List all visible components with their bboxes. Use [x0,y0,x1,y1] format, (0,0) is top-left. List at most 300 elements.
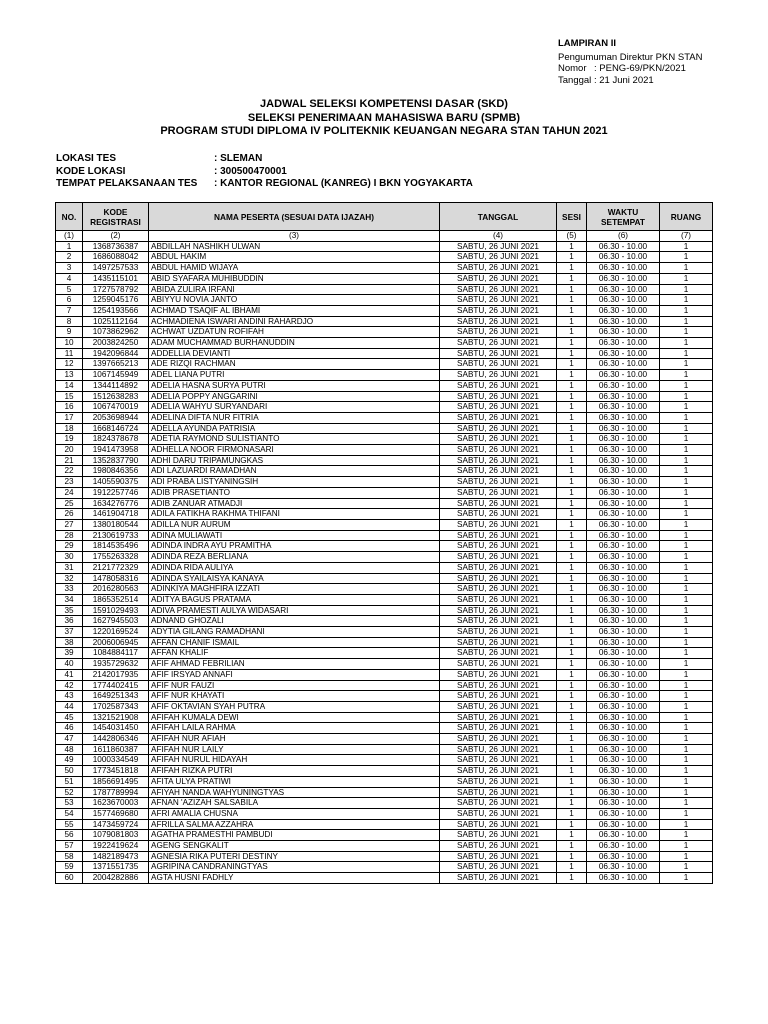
cell-session: 1 [557,241,587,252]
cell-participant-name: AFIF AHMAD FEBRILIAN [149,659,440,670]
cell-session: 1 [557,338,587,349]
cell-registration-code: 1371551735 [83,862,149,873]
cell-date: SABTU, 26 JUNI 2021 [440,776,557,787]
cell-session: 1 [557,359,587,370]
cell-date: SABTU, 26 JUNI 2021 [440,477,557,488]
cell-registration-code: 1442806346 [83,734,149,745]
cell-session: 1 [557,841,587,852]
cell-participant-name: ADILLA NUR AURUM [149,519,440,530]
cell-session: 1 [557,498,587,509]
cell-participant-name: ADI PRABA LISTYANINGSIH [149,477,440,488]
cell-no: 43 [56,691,83,702]
cell-room: 1 [660,434,713,445]
cell-date: SABTU, 26 JUNI 2021 [440,316,557,327]
table-row [56,734,713,745]
location-code-row [56,166,473,179]
cell-local-time: 06.30 - 10.00 [587,734,660,745]
table-row [56,305,713,316]
cell-participant-name: AFIYAH NANDA WAHYUNINGTYAS [149,787,440,798]
cell-participant-name: AFRILLA SALMA AZZAHRA [149,819,440,830]
cell-no: 50 [56,766,83,777]
cell-no: 14 [56,380,83,391]
cell-room: 1 [660,466,713,477]
cell-date: SABTU, 26 JUNI 2021 [440,701,557,712]
cell-room: 1 [660,819,713,830]
cell-participant-name: AFFAN CHANIF ISMAIL [149,637,440,648]
cell-date: SABTU, 26 JUNI 2021 [440,648,557,659]
cell-room: 1 [660,562,713,573]
cell-room: 1 [660,295,713,306]
cell-date: SABTU, 26 JUNI 2021 [440,402,557,413]
cell-local-time: 06.30 - 10.00 [587,519,660,530]
table-row [56,359,713,370]
cell-registration-code: 1865352514 [83,594,149,605]
cell-date: SABTU, 26 JUNI 2021 [440,391,557,402]
cell-registration-code: 1912257746 [83,487,149,498]
table-row [56,562,713,573]
table-row [56,680,713,691]
cell-room: 1 [660,391,713,402]
column-number: (1) [56,231,83,242]
cell-local-time: 06.30 - 10.00 [587,776,660,787]
cell-room: 1 [660,734,713,745]
cell-registration-code: 1649251343 [83,691,149,702]
cell-registration-code: 1079081803 [83,830,149,841]
cell-session: 1 [557,445,587,456]
cell-date: SABTU, 26 JUNI 2021 [440,669,557,680]
table-row [56,841,713,852]
cell-no: 2 [56,252,83,263]
cell-room: 1 [660,594,713,605]
cell-room: 1 [660,348,713,359]
table-row [56,808,713,819]
cell-room: 1 [660,680,713,691]
title-line-2: SELEKSI PENERIMAAN MAHASISWA BARU (SPMB) [247,111,521,124]
cell-local-time: 06.30 - 10.00 [587,701,660,712]
cell-room: 1 [660,841,713,852]
cell-room: 1 [660,380,713,391]
cell-local-time: 06.30 - 10.00 [587,637,660,648]
cell-local-time: 06.30 - 10.00 [587,819,660,830]
cell-registration-code: 1025112164 [83,316,149,327]
cell-session: 1 [557,348,587,359]
cell-date: SABTU, 26 JUNI 2021 [440,723,557,734]
cell-no: 30 [56,552,83,563]
cell-registration-code: 1254193566 [83,305,149,316]
cell-session: 1 [557,616,587,627]
table-row [56,316,713,327]
cell-date: SABTU, 26 JUNI 2021 [440,841,557,852]
location-label: LOKASI TES [56,153,117,164]
cell-date: SABTU, 26 JUNI 2021 [440,755,557,766]
cell-no: 33 [56,584,83,595]
cell-local-time: 06.30 - 10.00 [587,295,660,306]
cell-registration-code: 1727578792 [83,284,149,295]
cell-no: 34 [56,594,83,605]
cell-date: SABTU, 26 JUNI 2021 [440,744,557,755]
cell-date: SABTU, 26 JUNI 2021 [440,509,557,520]
cell-no: 39 [56,648,83,659]
cell-date: SABTU, 26 JUNI 2021 [440,348,557,359]
cell-participant-name: AFIFAH NUR LAILY [149,744,440,755]
cell-session: 1 [557,509,587,520]
cell-no: 10 [56,338,83,349]
cell-registration-code: 1352837790 [83,455,149,466]
cell-participant-name: ADINDA REZA BERLIANA [149,552,440,563]
table-row [56,273,713,284]
cell-registration-code: 1368736387 [83,241,149,252]
column-number: (6) [587,231,660,242]
cell-local-time: 06.30 - 10.00 [587,744,660,755]
cell-no: 18 [56,423,83,434]
cell-local-time: 06.30 - 10.00 [587,841,660,852]
cell-local-time: 06.30 - 10.00 [587,402,660,413]
cell-local-time: 06.30 - 10.00 [587,434,660,445]
cell-room: 1 [660,605,713,616]
cell-registration-code: 1824378678 [83,434,149,445]
cell-room: 1 [660,830,713,841]
cell-no: 58 [56,851,83,862]
cell-participant-name: ABDILLAH NASHIKH ULWAN [149,241,440,252]
cell-local-time: 06.30 - 10.00 [587,873,660,884]
cell-session: 1 [557,573,587,584]
cell-session: 1 [557,412,587,423]
cell-no: 6 [56,295,83,306]
cell-no: 26 [56,509,83,520]
table-row [56,627,713,638]
cell-local-time: 06.30 - 10.00 [587,316,660,327]
cell-session: 1 [557,434,587,445]
cell-registration-code: 1787789994 [83,787,149,798]
cell-date: SABTU, 26 JUNI 2021 [440,263,557,274]
cell-local-time: 06.30 - 10.00 [587,723,660,734]
cell-registration-code: 1473459724 [83,819,149,830]
cell-participant-name: ADITYA BAGUS PRATAMA [149,594,440,605]
cell-registration-code: 1000334549 [83,755,149,766]
cell-room: 1 [660,766,713,777]
cell-room: 1 [660,284,713,295]
cell-room: 1 [660,744,713,755]
cell-date: SABTU, 26 JUNI 2021 [440,851,557,862]
cell-local-time: 06.30 - 10.00 [587,851,660,862]
cell-no: 36 [56,616,83,627]
cell-participant-name: ADYTIA GILANG RAMADHANI [149,627,440,638]
cell-date: SABTU, 26 JUNI 2021 [440,830,557,841]
cell-participant-name: ADINDA SYAILAISYA KANAYA [149,573,440,584]
cell-no: 35 [56,605,83,616]
table-row [56,241,713,252]
cell-session: 1 [557,263,587,274]
cell-participant-name: AFIFAH NUR AFIAH [149,734,440,745]
cell-local-time: 06.30 - 10.00 [587,648,660,659]
cell-registration-code: 1634276776 [83,498,149,509]
cell-local-time: 06.30 - 10.00 [587,455,660,466]
cell-no: 37 [56,627,83,638]
cell-session: 1 [557,423,587,434]
cell-session: 1 [557,273,587,284]
cell-local-time: 06.30 - 10.00 [587,498,660,509]
cell-date: SABTU, 26 JUNI 2021 [440,530,557,541]
cell-local-time: 06.30 - 10.00 [587,487,660,498]
cell-date: SABTU, 26 JUNI 2021 [440,605,557,616]
cell-participant-name: ADE RIZQI RACHMAN [149,359,440,370]
table-row [56,669,713,680]
column-number: (3) [149,231,440,242]
cell-session: 1 [557,776,587,787]
cell-local-time: 06.30 - 10.00 [587,445,660,456]
cell-date: SABTU, 26 JUNI 2021 [440,616,557,627]
cell-no: 51 [56,776,83,787]
cell-no: 22 [56,466,83,477]
table-row [56,712,713,723]
table-row [56,380,713,391]
cell-participant-name: ADHELLA NOOR FIRMONASARI [149,445,440,456]
cell-registration-code: 2003824250 [83,338,149,349]
cell-local-time: 06.30 - 10.00 [587,412,660,423]
cell-session: 1 [557,659,587,670]
column-number: (7) [660,231,713,242]
title-line-1: JADWAL SELEKSI KOMPETENSI DASAR (SKD) [260,98,508,110]
cell-session: 1 [557,605,587,616]
column-number: (2) [83,231,149,242]
cell-participant-name: ABIDA ZULIRA IRFANI [149,284,440,295]
cell-session: 1 [557,402,587,413]
cell-no: 54 [56,808,83,819]
table-row [56,348,713,359]
cell-room: 1 [660,252,713,263]
cell-local-time: 06.30 - 10.00 [587,263,660,274]
cell-no: 11 [56,348,83,359]
table-row [56,594,713,605]
number-label: Nomor [558,63,587,75]
cell-local-time: 06.30 - 10.00 [587,466,660,477]
cell-room: 1 [660,755,713,766]
cell-registration-code: 1941473958 [83,445,149,456]
cell-participant-name: ADAM MUCHAMMAD BURHANUDDIN [149,338,440,349]
cell-no: 46 [56,723,83,734]
header-local-time: WAKTU SETEMPAT [587,203,660,231]
cell-session: 1 [557,648,587,659]
cell-session: 1 [557,530,587,541]
cell-registration-code: 2004282886 [83,873,149,884]
cell-session: 1 [557,455,587,466]
cell-local-time: 06.30 - 10.00 [587,680,660,691]
cell-participant-name: ADELIA WAHYU SURYANDARI [149,402,440,413]
cell-local-time: 06.30 - 10.00 [587,338,660,349]
cell-no: 28 [56,530,83,541]
cell-session: 1 [557,819,587,830]
cell-participant-name: ADELIA POPPY ANGGARINI [149,391,440,402]
cell-room: 1 [660,584,713,595]
cell-local-time: 06.30 - 10.00 [587,584,660,595]
cell-participant-name: ACHWAT UZDATUN ROFIFAH [149,327,440,338]
cell-session: 1 [557,787,587,798]
cell-date: SABTU, 26 JUNI 2021 [440,338,557,349]
cell-local-time: 06.30 - 10.00 [587,380,660,391]
cell-registration-code: 1623670003 [83,798,149,809]
cell-local-time: 06.30 - 10.00 [587,669,660,680]
cell-local-time: 06.30 - 10.00 [587,284,660,295]
cell-date: SABTU, 26 JUNI 2021 [440,519,557,530]
cell-session: 1 [557,712,587,723]
cell-no: 38 [56,637,83,648]
number-value: : PENG-69/PKN/2021 [594,63,686,75]
cell-participant-name: ABDUL HAMID WIJAYA [149,263,440,274]
cell-registration-code: 1454031450 [83,723,149,734]
cell-date: SABTU, 26 JUNI 2021 [440,562,557,573]
cell-participant-name: AGRIPINA CANDRANINGTYAS [149,862,440,873]
cell-registration-code: 2053698944 [83,412,149,423]
cell-session: 1 [557,284,587,295]
cell-date: SABTU, 26 JUNI 2021 [440,359,557,370]
cell-date: SABTU, 26 JUNI 2021 [440,819,557,830]
cell-registration-code: 1980846356 [83,466,149,477]
cell-room: 1 [660,241,713,252]
cell-no: 4 [56,273,83,284]
cell-registration-code: 1084884117 [83,648,149,659]
cell-session: 1 [557,541,587,552]
cell-registration-code: 1344114892 [83,380,149,391]
table-row [56,295,713,306]
cell-participant-name: ADELIA HASNA SURYA PUTRI [149,380,440,391]
cell-session: 1 [557,766,587,777]
cell-no: 7 [56,305,83,316]
cell-participant-name: AFIFAH KUMALA DEWI [149,712,440,723]
cell-room: 1 [660,648,713,659]
table-row [56,616,713,627]
cell-no: 49 [56,755,83,766]
cell-registration-code: 1856691495 [83,776,149,787]
header-no: NO. [56,203,83,231]
table-row [56,466,713,477]
cell-local-time: 06.30 - 10.00 [587,241,660,252]
cell-participant-name: ABID SYAFARA MUHIBUDDIN [149,273,440,284]
table-row [56,584,713,595]
cell-participant-name: ADINKIYA MAGHFIRA IZZATI [149,584,440,595]
cell-participant-name: ADNAND GHOZALI [149,616,440,627]
cell-registration-code: 1321521908 [83,712,149,723]
cell-date: SABTU, 26 JUNI 2021 [440,766,557,777]
table-row [56,263,713,274]
cell-date: SABTU, 26 JUNI 2021 [440,445,557,456]
cell-registration-code: 1461904718 [83,509,149,520]
attachment-header [558,38,703,86]
cell-registration-code: 1668146724 [83,423,149,434]
cell-local-time: 06.30 - 10.00 [587,541,660,552]
table-row [56,659,713,670]
venue-row [56,178,473,191]
cell-room: 1 [660,370,713,381]
venue-value: : KANTOR REGIONAL (KANREG) I BKN YOGYAKARTA [214,178,473,189]
cell-date: SABTU, 26 JUNI 2021 [440,552,557,563]
table-body [56,241,713,883]
cell-registration-code: 1073862962 [83,327,149,338]
attachment-date-row [558,75,703,87]
header-session: SESI [557,203,587,231]
cell-session: 1 [557,466,587,477]
cell-session: 1 [557,584,587,595]
cell-local-time: 06.30 - 10.00 [587,327,660,338]
cell-participant-name: ADEL LIANA PUTRI [149,370,440,381]
cell-registration-code: 1773451818 [83,766,149,777]
cell-room: 1 [660,627,713,638]
cell-date: SABTU, 26 JUNI 2021 [440,466,557,477]
cell-room: 1 [660,316,713,327]
cell-date: SABTU, 26 JUNI 2021 [440,305,557,316]
cell-session: 1 [557,680,587,691]
cell-local-time: 06.30 - 10.00 [587,830,660,841]
attachment-title: LAMPIRAN II [558,38,617,49]
cell-room: 1 [660,723,713,734]
cell-room: 1 [660,305,713,316]
cell-registration-code: 2130619733 [83,530,149,541]
location-value: : SLEMAN [214,153,263,164]
cell-local-time: 06.30 - 10.00 [587,348,660,359]
cell-date: SABTU, 26 JUNI 2021 [440,487,557,498]
cell-no: 55 [56,819,83,830]
cell-registration-code: 1220169524 [83,627,149,638]
cell-date: SABTU, 26 JUNI 2021 [440,862,557,873]
cell-participant-name: ADINDA INDRA AYU PRAMITHA [149,541,440,552]
cell-registration-code: 1591029493 [83,605,149,616]
cell-room: 1 [660,423,713,434]
cell-participant-name: ADIVA PRAMESTI AULYA WIDASARI [149,605,440,616]
table-row [56,819,713,830]
cell-participant-name: ACHMAD TSAQIF AL IBHAMI [149,305,440,316]
cell-date: SABTU, 26 JUNI 2021 [440,412,557,423]
cell-no: 23 [56,477,83,488]
document-title-block [0,98,768,139]
cell-date: SABTU, 26 JUNI 2021 [440,284,557,295]
cell-no: 8 [56,316,83,327]
header-room: RUANG [660,203,713,231]
cell-local-time: 06.30 - 10.00 [587,594,660,605]
cell-no: 24 [56,487,83,498]
cell-room: 1 [660,659,713,670]
cell-no: 15 [56,391,83,402]
cell-local-time: 06.30 - 10.00 [587,798,660,809]
date-label: Tanggal [558,74,592,86]
cell-local-time: 06.30 - 10.00 [587,391,660,402]
cell-no: 1 [56,241,83,252]
cell-no: 53 [56,798,83,809]
table-row [56,391,713,402]
table-row [56,573,713,584]
cell-no: 59 [56,862,83,873]
test-location-info [56,153,473,191]
table-row [56,552,713,563]
cell-session: 1 [557,552,587,563]
cell-room: 1 [660,616,713,627]
location-row [56,153,473,166]
cell-date: SABTU, 26 JUNI 2021 [440,380,557,391]
cell-room: 1 [660,541,713,552]
cell-session: 1 [557,723,587,734]
table-row [56,766,713,777]
cell-room: 1 [660,862,713,873]
cell-local-time: 06.30 - 10.00 [587,691,660,702]
cell-room: 1 [660,712,713,723]
cell-registration-code: 1935729632 [83,659,149,670]
cell-participant-name: AFIF IRSYAD ANNAFI [149,669,440,680]
cell-date: SABTU, 26 JUNI 2021 [440,659,557,670]
cell-no: 47 [56,734,83,745]
cell-date: SABTU, 26 JUNI 2021 [440,808,557,819]
cell-session: 1 [557,637,587,648]
cell-local-time: 06.30 - 10.00 [587,755,660,766]
cell-date: SABTU, 26 JUNI 2021 [440,691,557,702]
cell-no: 27 [56,519,83,530]
